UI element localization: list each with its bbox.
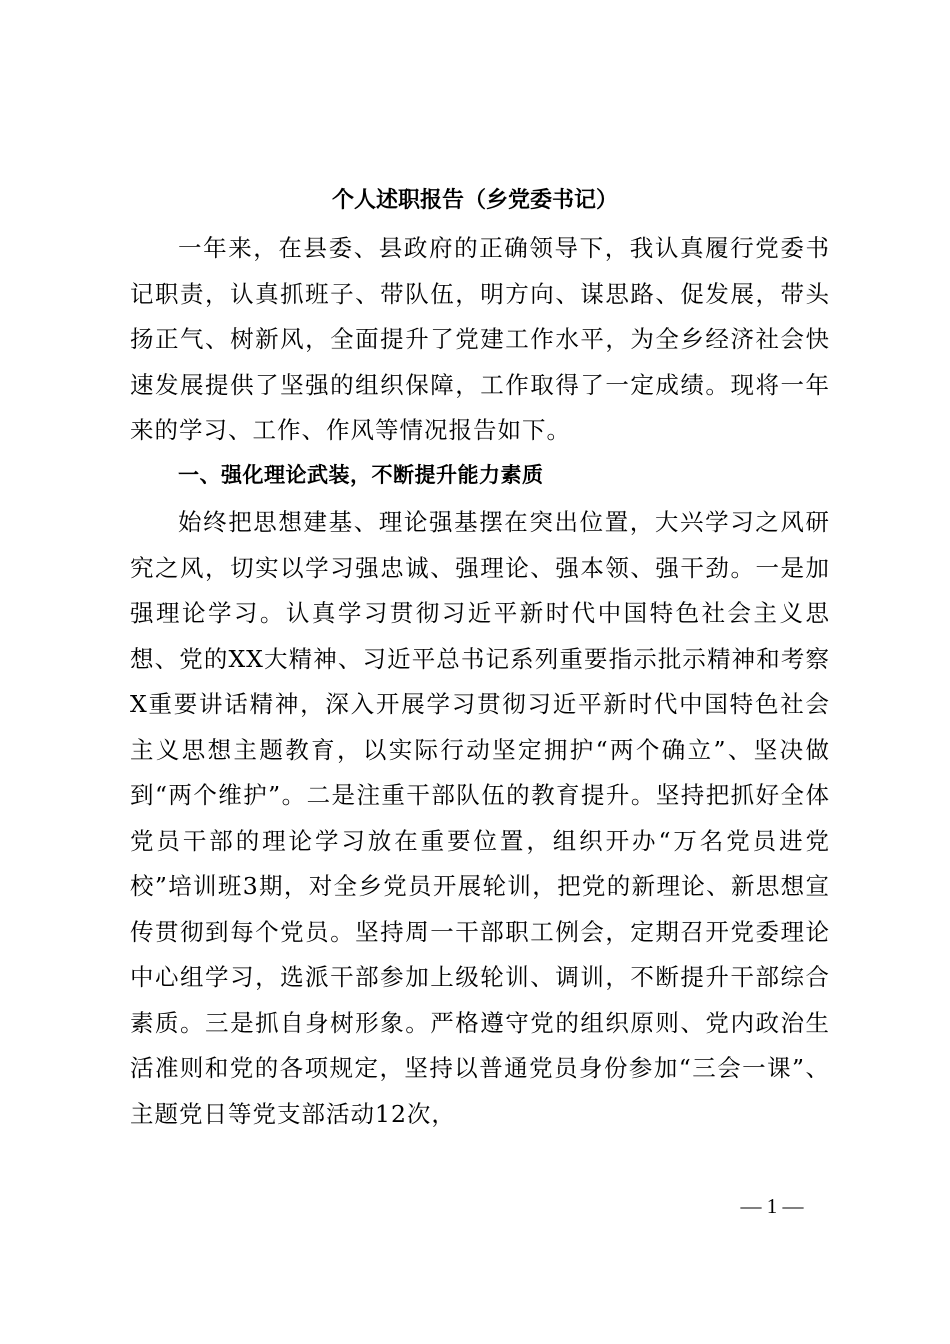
page-number: — 1 — — [740, 1194, 804, 1218]
document-title: 个人述职报告（乡党委书记） — [331, 188, 618, 213]
intro-paragraph: 一年来，在县委、县政府的正确领导下，我认真履行党委书记职责，认真抓班子、带队伍，明方向、谋思路、促发展，带头扬正气、树新风，全面提升了党建工作水平，为全乡经济社会快速发展提供了坚强的组织保障，工作取得了一定成绩。现将一年来的学习、工作、作风等情况报告如下。 — [130, 234, 830, 444]
section-paragraph: 始终把思想建基、理论强基摆在突出位置，大兴学习之风研究之风，切实以学习强忠诚、强理论、强本领、强干劲。一是加强理论学习。认真学习贯彻习近平新时代中国特色社会主义思想、党的XX大精神、习近平总书记系列重要指示批示精神和考察X重要讲话精神，深入开展学习贯彻习近平新时代中国特色社会主义思想主题教育，以实际行动坚定拥护“两个确立”、坚决做到“两个维护”。二是注重干部队伍的教育提升。坚持把抓好全体党员干部的理论学习放在重要位置，组织开办“万名党员进党校”培训班3期，对全乡党员开展轮训，把党的新理论、新思想宣传贯彻到每个党员。坚持周一干部职工例会，定期召开党委理论中心组学习，选派干部参加上级轮训、调训，不断提升干部综合素质。三是抓自身树形象。严格遵守党的组织原则、党内政治生活准则和党的各项规定，坚持以普通党员身份参加“三会一课”、主题党日等党支部活动12次， — [130, 508, 830, 1128]
section-heading: 一、强化理论武装，不断提升能力素质 — [178, 463, 544, 487]
